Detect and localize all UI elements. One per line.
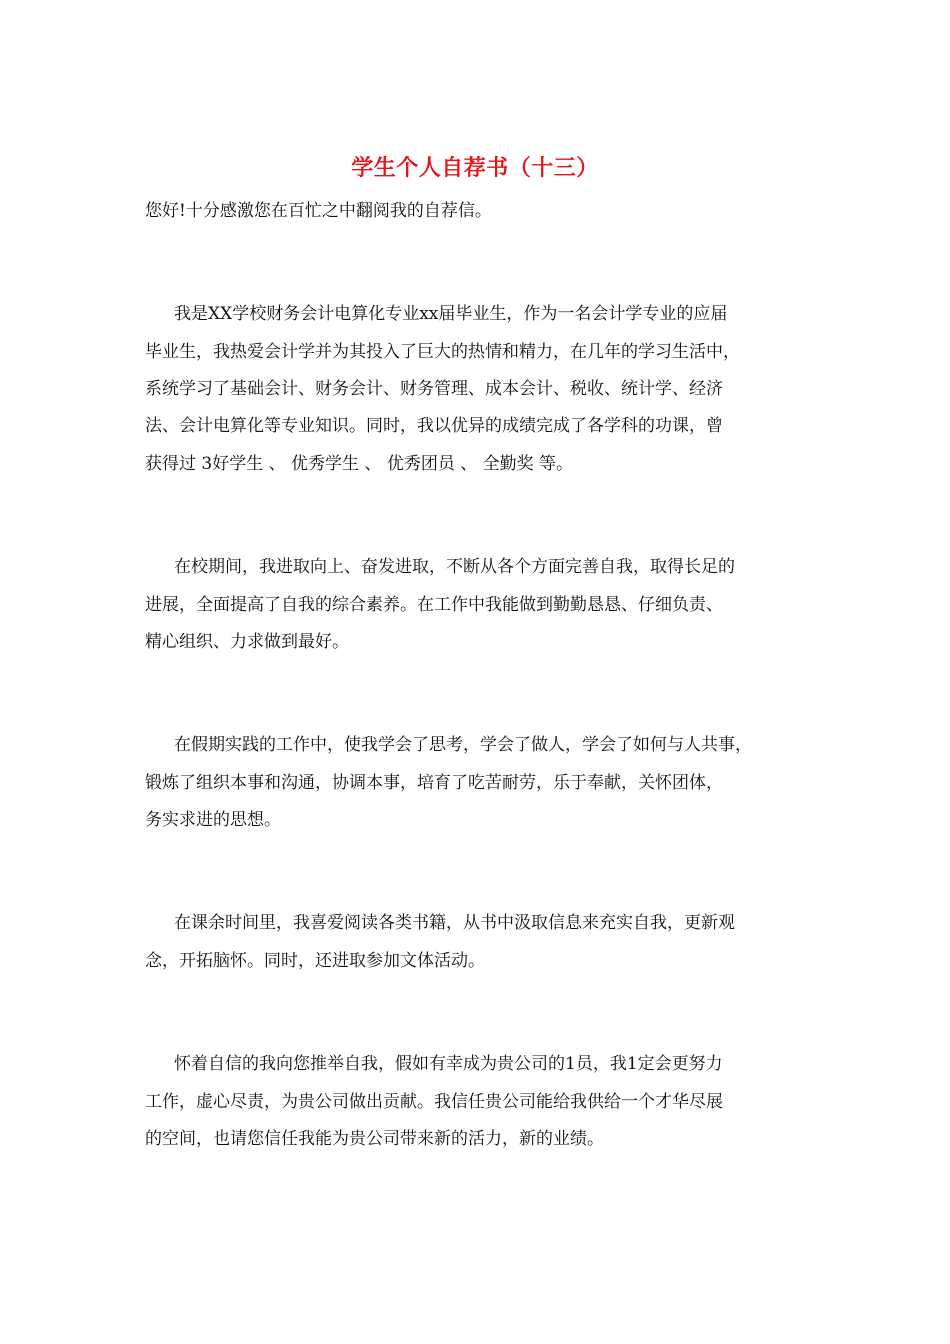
paragraph-line: 怀着自信的我向您推举自我，假如有幸成为贵公司的1员，我1定会更努力 — [174, 1054, 723, 1074]
document-title: 学生个人自荐书（十三） — [351, 155, 599, 181]
paragraph-line: 获得过 3好学生 、 优秀学生 、 优秀团员 、 全勤奖 等。 — [145, 454, 574, 474]
paragraph-line: 锻炼了组织本事和沟通，协调本事，培育了吃苦耐劳，乐于奉献，关怀团体， — [145, 773, 723, 793]
paragraph-line: 在校期间，我进取向上、奋发进取，不断从各个方面完善自我，取得长足的 — [174, 557, 735, 577]
paragraph-line: 法、会计电算化等专业知识。同时，我以优异的成绩完成了各学科的功课，曾 — [145, 416, 723, 436]
paragraph-line: 的空间，也请您信任我能为贵公司带来新的活力，新的业绩。 — [145, 1129, 604, 1149]
paragraph-line: 在假期实践的工作中，使我学会了思考，学会了做人，学会了如何与人共事， — [174, 735, 752, 755]
paragraph-line: 毕业生，我热爱会计学并为其投入了巨大的热情和精力，在几年的学习生活中， — [145, 342, 740, 362]
paragraph-line: 我是XX学校财务会计电算化专业xx届毕业生，作为一名会计学专业的应届 — [174, 304, 728, 324]
paragraph-line: 精心组织、力求做到最好。 — [145, 632, 349, 652]
paragraph-line: 工作，虚心尽责，为贵公司做出贡献。我信任贵公司能给我供给一个才华尽展 — [145, 1092, 723, 1112]
paragraph-line: 务实求进的思想。 — [145, 810, 281, 830]
greeting-line: 您好!十分感激您在百忙之中翻阅我的自荐信。 — [145, 201, 492, 221]
paragraph-line: 在课余时间里，我喜爱阅读各类书籍，从书中汲取信息来充实自我，更新观 — [174, 913, 735, 933]
paragraph-line: 念，开拓脑怀。同时，还进取参加文体活动。 — [145, 951, 485, 971]
paragraph-line: 进展，全面提高了自我的综合素养。在工作中我能做到勤勤恳恳、仔细负责、 — [145, 595, 723, 615]
paragraph-line: 系统学习了基础会计、财务会计、财务管理、成本会计、税收、统计学、经济 — [145, 379, 723, 399]
